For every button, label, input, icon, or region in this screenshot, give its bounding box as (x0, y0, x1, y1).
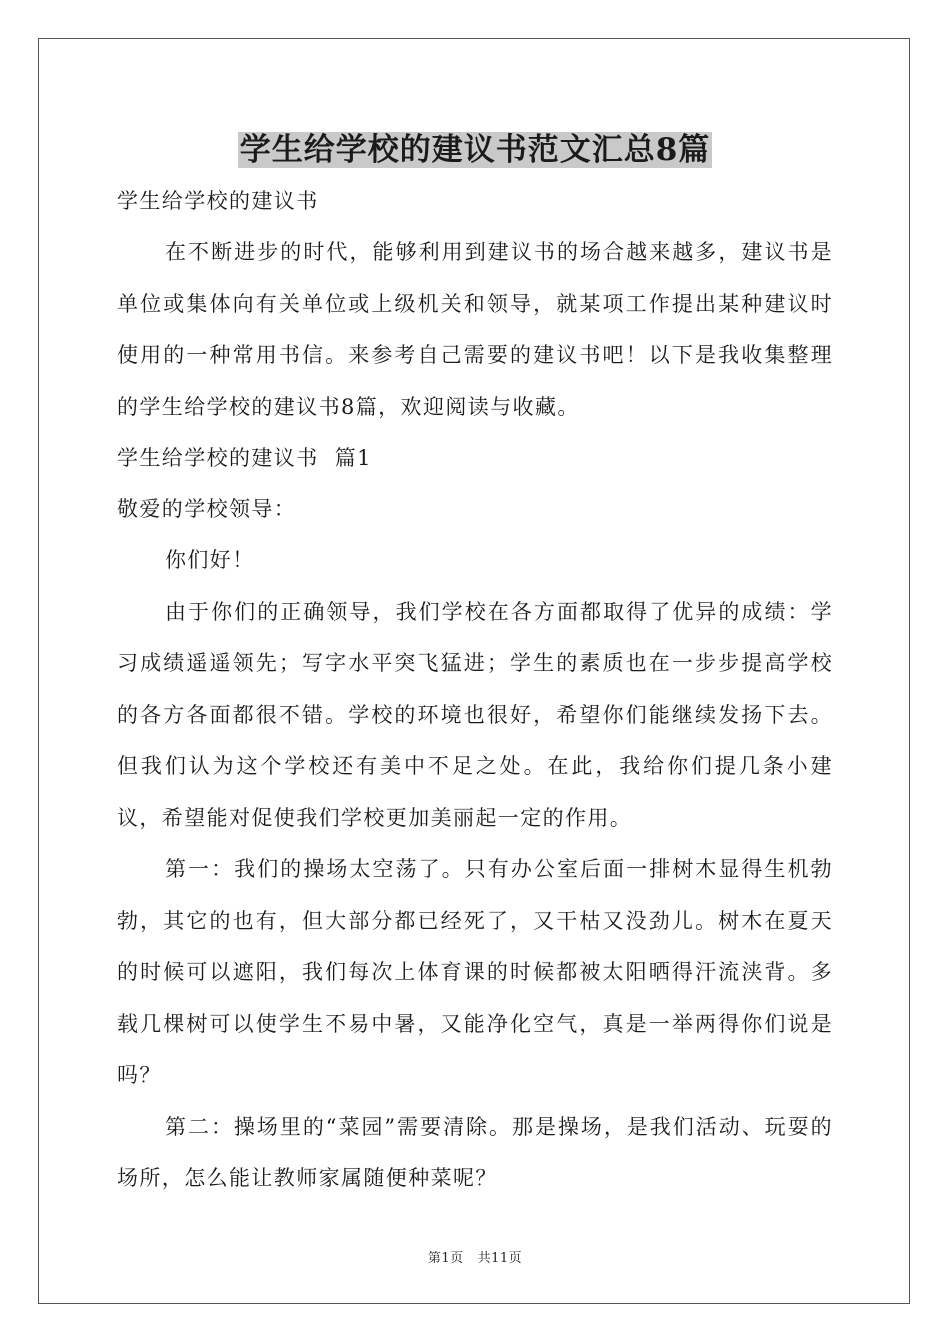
intro-paragraph: 在不断进步的时代，能够利用到建议书的场合越来越多，建议书是单位或集体向有关单位或上级机关和领导，就某项工作提出某种建议时使用的一种常用书信。来参考自己需要的建议书吧！以下是我收集整理的学生给学校的建议书8篇，欢迎阅读与收藏。 (117, 240, 833, 419)
salutation: 敬爱的学校领导： (117, 497, 297, 521)
body-paragraph-3: 第二：操场里的“菜园”需要清除。那是操场，是我们活动、玩耍的场所，怎么能让教师家属随便种菜呢？ (117, 1114, 833, 1190)
body-paragraph-2: 第一：我们的操场太空荡了。只有办公室后面一排树木显得生机勃勃，其它的也有，但大部分都已经死了，又干枯又没劲儿。树木在夏天的时候可以遮阳，我们每次上体育课的时候都被太阳晒得汗流浃背。多载几棵树可以使学生不易中暑，又能净化空气，真是一举两得你们说是吗？ (117, 857, 833, 1087)
document-body (117, 176, 833, 1205)
document-title (0, 128, 950, 172)
section-heading: 学生给学校的建议书 篇1 (117, 446, 372, 470)
body-paragraph-1: 由于你们的正确领导，我们学校在各方面都取得了优异的成绩：学习成绩遥遥领先；写字水平突飞猛进；学生的素质也在一步步提高学校的各方各面都很不错。学校的环境也很好，希望你们能继续发扬下去。但我们认为这个学校还有美中不足之处。在此，我给你们提几条小建议，希望能对促使我们学校更加美丽起一定的作用。 (117, 599, 833, 830)
page-number: 第1页 (427, 1251, 464, 1266)
title-text: 学生给学校的建议书范文汇总8篇 (239, 132, 711, 168)
page-footer (0, 1247, 950, 1266)
greeting: 你们好！ (165, 548, 255, 572)
intro-heading: 学生给学校的建议书 (117, 189, 319, 213)
page-total: 共11页 (477, 1251, 523, 1266)
